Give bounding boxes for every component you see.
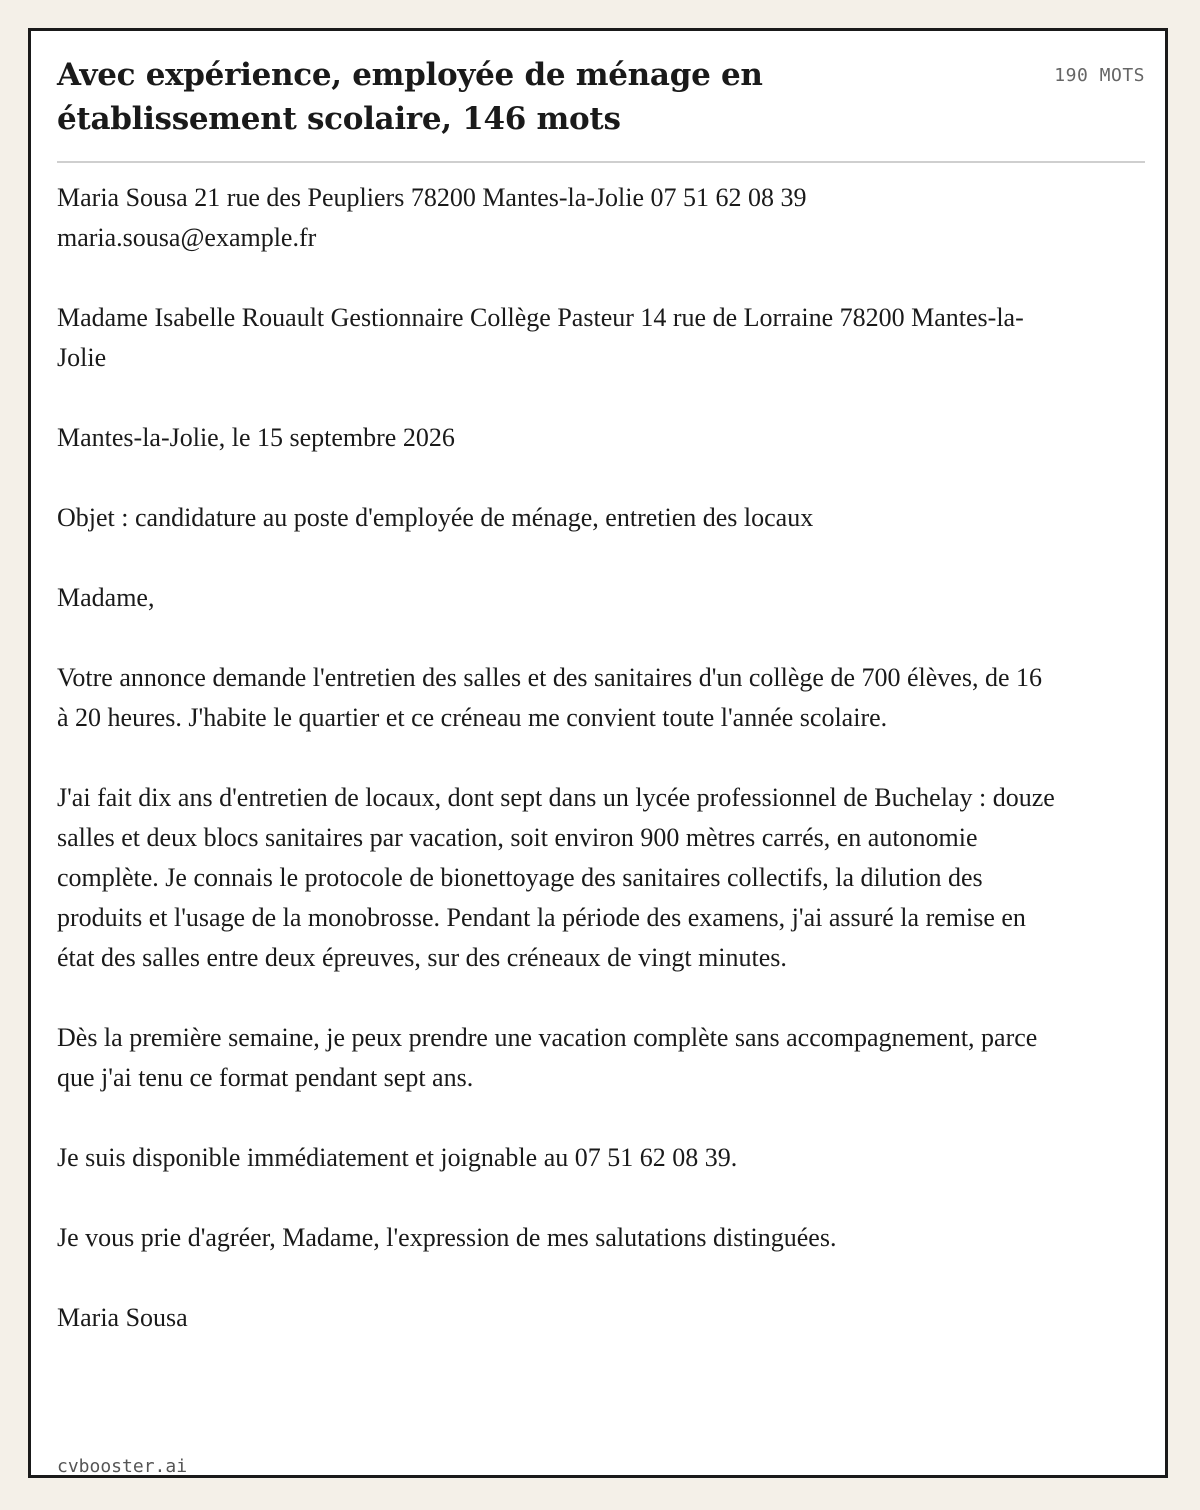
- closing-formula: Je vous prie d'agréer, Madame, l'expression de mes salutations distinguées.: [57, 1223, 837, 1252]
- paragraph-contact: Je suis disponible immédiatement et joignable au 07 51 62 08 39.: [57, 1143, 738, 1172]
- recipient-block: Madame Isabelle Rouault Gestionnaire Collège Pasteur 14 rue de Lorraine 78200 Mantes-la-Jolie: [57, 303, 1024, 372]
- letter-card: [28, 28, 1168, 1478]
- paragraph-intro: Votre annonce demande l'entretien des salles et des sanitaires d'un collège de 700 élèves, de 16 à 20 heures. J'habite le quartier et ce créneau me convient toute l'année scolaire.: [57, 663, 1042, 732]
- salutation: Madame,: [57, 583, 155, 612]
- sender-block: Maria Sousa 21 rue des Peupliers 78200 Mantes-la-Jolie 07 51 62 08 39 maria.sousa@example.fr: [57, 183, 807, 252]
- paragraph-availability: Dès la première semaine, je peux prendre une vacation complète sans accompagnement, parce que j'ai tenu ce format pendant sept ans.: [57, 1023, 1038, 1092]
- header-divider: [57, 161, 1145, 163]
- letter-body: [57, 178, 1057, 1338]
- page-title: Avec expérience, employée de ménage en établissement scolaire, 146 mots: [57, 57, 763, 137]
- signature: Maria Sousa: [57, 1303, 188, 1332]
- paragraph-experience: J'ai fait dix ans d'entretien de locaux, dont sept dans un lycée professionnel de Buchelay : douze salles et deux blocs sanitaires par vacation, soit environ 900 mètres carrés, en autonomie complète. Je connais le protocole de bionettoyage des sanitaires collectifs, la dilution des produits et l'usage de la monobrosse. Pendant la période des examens, j'ai assuré la remise en état des salles entre deux épreuves, sur des créneaux de vingt minutes.: [57, 783, 1055, 972]
- footer-brand: cvbooster.ai: [57, 1456, 188, 1477]
- place-date: Mantes-la-Jolie, le 15 septembre 2026: [57, 423, 455, 452]
- subject-line: Objet : candidature au poste d'employée de ménage, entretien des locaux: [57, 503, 814, 532]
- word-count-badge: 190 MOTS: [1054, 65, 1145, 86]
- letter-header: [57, 53, 1145, 141]
